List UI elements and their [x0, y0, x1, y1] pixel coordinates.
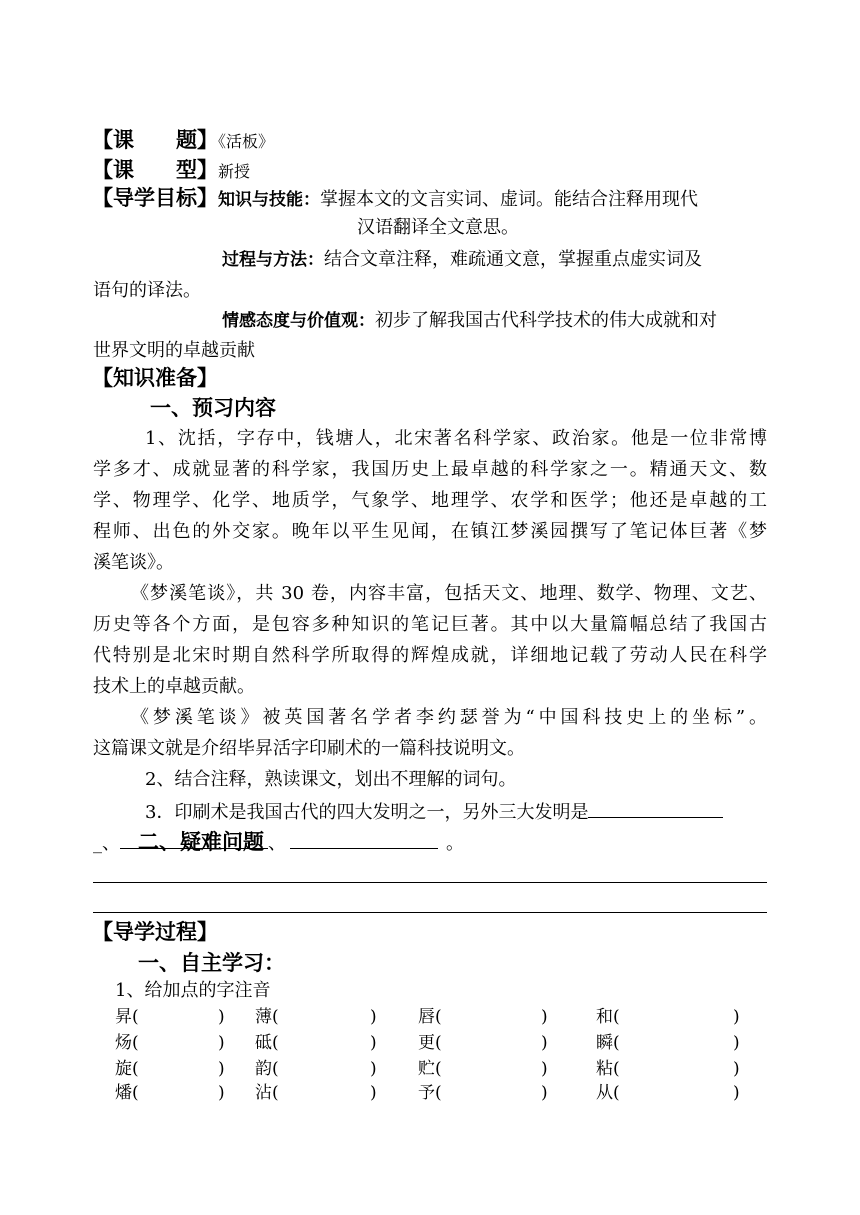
grid-char: 瞬(	[596, 1033, 620, 1053]
grid-char: 昇(	[115, 1007, 139, 1027]
close-paren: )	[541, 1033, 548, 1053]
grid-char: 粘(	[596, 1059, 620, 1079]
topic-label: 【课 题】	[92, 128, 218, 152]
grid-char: 砥(	[255, 1033, 279, 1053]
close-paren: )	[218, 1033, 225, 1053]
obj2-line1: 结合文章注释，难疏通文意，掌握重点虚实词及	[324, 249, 702, 270]
process-title: 【导学过程】	[92, 920, 218, 944]
grid-char: 唇(	[418, 1007, 442, 1027]
p1-line: 1、沈括，字存中，钱塘人，北宋著名科学家、政治家。他是一位非常博	[145, 428, 767, 449]
p2-line: 历史等各个方面，是包容多种知识的笔记巨著。其中以大量篇幅总结了我国古	[93, 614, 767, 635]
objectives-row	[92, 188, 698, 209]
item3-sep-a: _、	[93, 833, 120, 854]
close-paren: )	[733, 1059, 740, 1079]
obj1-line1: 掌握本文的文言实词、虚词。能结合注释用现代	[320, 189, 698, 210]
close-paren: )	[541, 1059, 548, 1079]
grid-char: 从(	[596, 1083, 620, 1103]
close-paren: )	[218, 1083, 225, 1103]
grid-char: 更(	[418, 1033, 442, 1053]
type-value: 新授	[218, 162, 251, 181]
obj2-row	[222, 251, 702, 269]
answer-blank-3[interactable]	[290, 833, 438, 849]
close-paren: )	[218, 1007, 225, 1027]
grid-char: 旋(	[115, 1059, 139, 1079]
item3-row	[145, 802, 723, 822]
grid-char: 予(	[418, 1083, 442, 1103]
p1-line: 溪笔谈》。	[93, 552, 174, 573]
item2: 2、结合注释，熟读课文，划出不理解的词句。	[145, 769, 517, 790]
item3-period: 。	[446, 833, 464, 854]
grid-char: 沾(	[255, 1083, 279, 1103]
topic-value: 《活板》	[218, 132, 275, 151]
difficult-heading: 二、疑难问题	[138, 830, 264, 854]
answer-line[interactable]	[93, 882, 767, 883]
item3-sep-b: 、	[268, 833, 286, 854]
p3-line: 这篇课文就是介绍毕昇活字印刷术的一篇科技说明文。	[93, 738, 525, 759]
p1-line: 程师、出色的外交家。晚年以平生见闻，在镇江梦溪园撰写了笔记体巨著《梦	[93, 521, 767, 542]
grid-char: 炀(	[115, 1033, 139, 1053]
grid-char: 薄(	[255, 1007, 279, 1027]
p2-line: 技术上的卓越贡献。	[93, 676, 255, 697]
close-paren: )	[541, 1083, 548, 1103]
obj1-line2: 汉语翻译全文意思。	[357, 217, 519, 238]
obj3-line1: 初步了解我国古代科学技术的伟大成就和对	[375, 310, 717, 331]
answer-line[interactable]	[93, 912, 767, 913]
grid-char: 韵(	[255, 1059, 279, 1079]
close-paren: )	[733, 1083, 740, 1103]
close-paren: )	[370, 1007, 377, 1027]
close-paren: )	[541, 1007, 548, 1027]
close-paren: )	[370, 1033, 377, 1053]
obj1-label: 知识与技能：	[218, 190, 320, 210]
obj3-line2: 世界文明的卓越贡献	[93, 340, 255, 361]
prep-section1-heading: 一、预习内容	[150, 396, 276, 420]
obj3-label: 情感态度与价值观：	[222, 311, 375, 331]
obj2-label: 过程与方法：	[222, 250, 324, 270]
obj3-row	[222, 312, 717, 330]
grid-char: 和(	[596, 1007, 620, 1027]
grid-char: 燔(	[115, 1083, 139, 1103]
item3-text: 3．印刷术是我国古代的四大发明之一，另外三大发明是	[145, 802, 589, 823]
p1-line: 学、物理学、化学、地质学，气象学、地理学、农学和医学；他还是卓越的工	[93, 490, 767, 511]
close-paren: )	[733, 1033, 740, 1053]
obj2-line2: 语句的译法。	[93, 280, 201, 301]
close-paren: )	[370, 1083, 377, 1103]
task1-instruction: 1、给加点的字注音	[115, 980, 271, 1001]
type-row	[92, 160, 250, 181]
p2-line: 代特别是北宋时期自然科学所取得的辉煌成就，详细地记载了劳动人民在科学	[93, 645, 767, 666]
type-label: 【课 型】	[92, 158, 218, 182]
close-paren: )	[218, 1059, 225, 1079]
p1-line: 学多才、成就显著的科学家，我国历史上最卓越的科学家之一。精通天文、数	[93, 459, 767, 480]
topic-row	[92, 130, 274, 151]
p2-line: 《梦溪笔谈》，共 30 卷，内容丰富，包括天文、地理、数学、物理、文艺、	[131, 583, 767, 604]
close-paren: )	[733, 1007, 740, 1027]
process-section1-heading: 一、自主学习：	[138, 951, 285, 975]
objectives-label: 【导学目标】	[92, 186, 218, 210]
grid-char: 贮(	[418, 1059, 442, 1079]
close-paren: )	[370, 1059, 377, 1079]
answer-blank-1[interactable]	[588, 802, 723, 818]
p3-line: 《梦溪笔谈》被英国著名学者李约瑟誉为“中国科技史上的坐标”。	[131, 707, 767, 728]
prep-title: 【知识准备】	[92, 366, 218, 390]
